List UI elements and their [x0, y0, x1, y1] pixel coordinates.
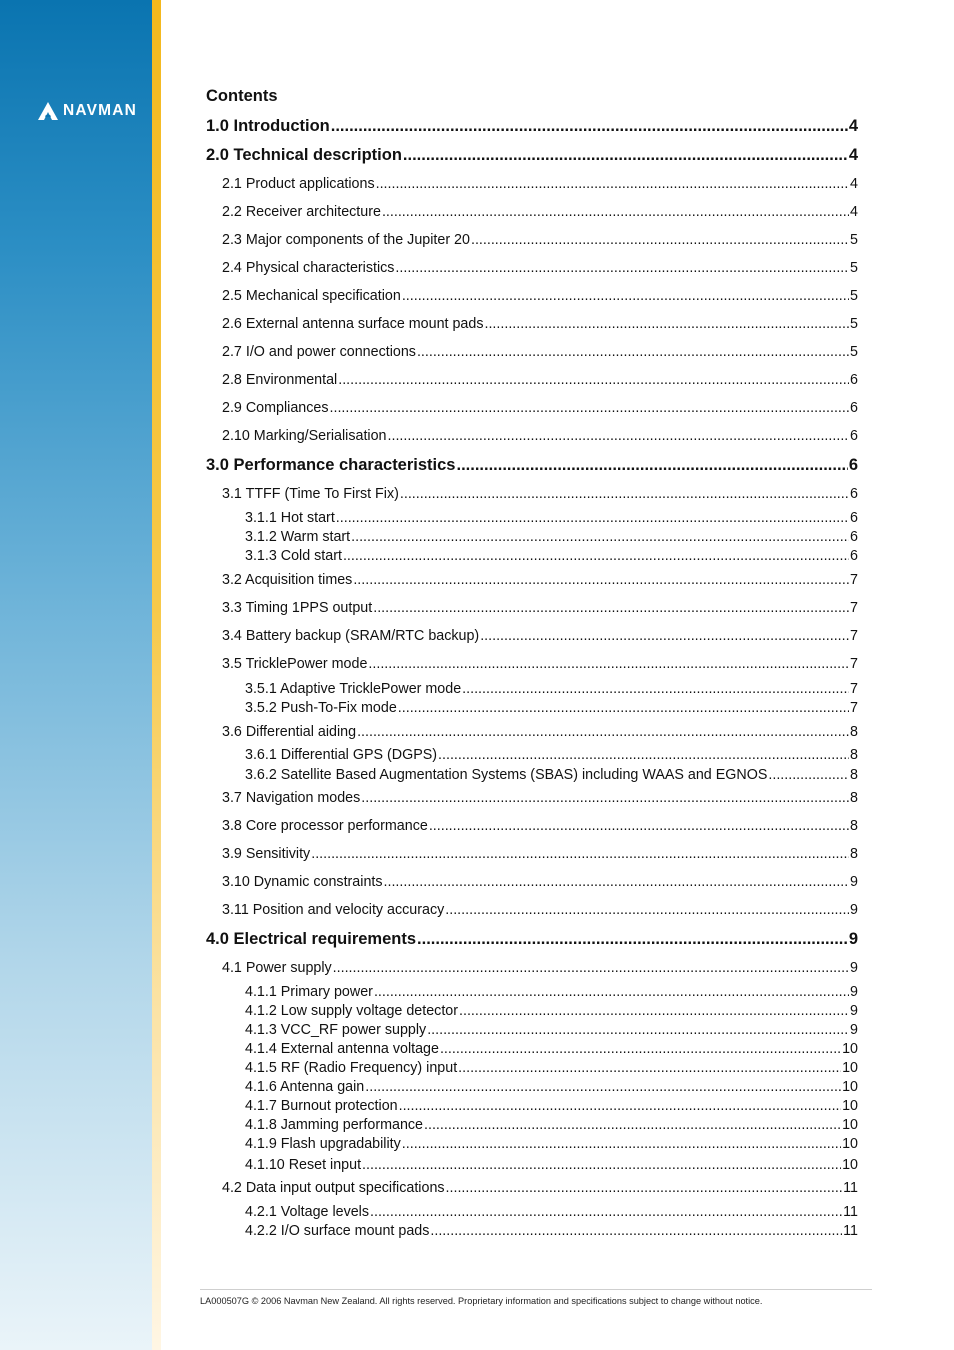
toc-entry[interactable] — [245, 747, 858, 763]
dot-leader — [402, 288, 849, 304]
toc-entry-label: 3.6 Differential aiding — [222, 724, 357, 740]
toc-entry-page: 6 — [850, 548, 858, 564]
dot-leader — [458, 1060, 841, 1076]
toc-entry-label: 4.1.7 Burnout protection — [245, 1098, 398, 1114]
toc-entry-label: 4.0 Electrical requirements — [206, 930, 417, 948]
toc-entry-label: 4.1.2 Low supply voltage detector — [245, 1003, 459, 1019]
toc-entry[interactable] — [245, 767, 858, 783]
toc-entry-page: 10 — [842, 1157, 858, 1173]
toc-entry-label: 4.1.10 Reset input — [245, 1157, 362, 1173]
toc-entry[interactable] — [245, 529, 858, 545]
toc-entry[interactable] — [222, 288, 858, 304]
dot-leader — [424, 1117, 841, 1133]
toc-entry-label: 3.5.1 Adaptive TricklePower mode — [245, 681, 462, 697]
toc-entry[interactable] — [222, 656, 858, 672]
toc-entry-label: 3.1.2 Warm start — [245, 529, 351, 545]
toc-entry-label: 3.5 TricklePower mode — [222, 656, 368, 672]
toc-entry-page: 9 — [850, 1003, 858, 1019]
dot-leader — [365, 1079, 841, 1095]
toc-entry-page: 7 — [850, 572, 858, 588]
toc-entry-label: 3.3 Timing 1PPS output — [222, 600, 373, 616]
toc-entry-label: 2.9 Compliances — [222, 400, 329, 416]
dot-leader — [462, 681, 849, 697]
toc-entry-page: 9 — [850, 902, 858, 918]
dot-leader — [357, 724, 849, 740]
toc-entry-label: 2.2 Receiver architecture — [222, 204, 381, 220]
toc-entry[interactable] — [206, 117, 858, 136]
toc-entry-page: 10 — [842, 1041, 858, 1057]
dot-leader — [336, 510, 849, 526]
toc-entry-label: 2.10 Marking/Serialisation — [222, 428, 387, 444]
toc-entry-label: 4.1 Power supply — [222, 960, 332, 976]
toc-entry-page: 8 — [850, 724, 858, 740]
toc-entry-label: 4.1.4 External antenna voltage — [245, 1041, 439, 1057]
toc-entry-page: 6 — [850, 510, 858, 526]
dot-leader — [343, 548, 849, 564]
dot-leader — [480, 628, 849, 644]
toc-entry-label: 4.1.3 VCC_RF power supply — [245, 1022, 427, 1038]
toc-entry-page: 4 — [848, 117, 858, 135]
toc-entry-page: 4 — [848, 146, 858, 164]
toc-entry[interactable] — [206, 930, 858, 949]
dot-leader — [370, 1204, 842, 1220]
toc-entry-label: 2.8 Environmental — [222, 372, 338, 388]
dot-leader — [368, 656, 849, 672]
toc-entry[interactable] — [222, 960, 858, 976]
dot-leader — [333, 960, 849, 976]
toc-entry-page: 6 — [850, 486, 858, 502]
toc-entry-page: 8 — [850, 818, 858, 834]
toc-entry-page: 8 — [850, 747, 858, 763]
toc-entry-label: 3.6.1 Differential GPS (DGPS) — [245, 747, 438, 763]
toc-entry[interactable] — [222, 204, 858, 220]
toc-entry-label: 3.2 Acquisition times — [222, 572, 353, 588]
dot-leader — [768, 767, 849, 783]
toc-entry-page: 8 — [850, 767, 858, 783]
toc-entry[interactable] — [222, 600, 858, 616]
toc-entry-label: 2.5 Mechanical specification — [222, 288, 401, 304]
toc-entry[interactable] — [222, 372, 858, 388]
toc-entry[interactable] — [222, 1180, 858, 1196]
toc-entry-page: 5 — [850, 316, 858, 332]
dot-leader — [388, 428, 850, 444]
toc-entry[interactable] — [245, 548, 858, 564]
toc-entry-page: 9 — [850, 1022, 858, 1038]
toc-entry-page: 7 — [850, 700, 858, 716]
toc-entry-page: 8 — [850, 790, 858, 806]
toc-entry-label: 2.1 Product applications — [222, 176, 375, 192]
toc-entry-page: 5 — [850, 288, 858, 304]
toc-entry[interactable] — [245, 700, 858, 716]
dot-leader — [438, 747, 849, 763]
dot-leader — [456, 456, 847, 475]
toc-entry-label: 4.1.5 RF (Radio Frequency) input — [245, 1060, 458, 1076]
toc-entry[interactable] — [222, 874, 858, 890]
toc-entry-page: 11 — [843, 1223, 858, 1239]
dot-leader — [338, 372, 849, 388]
toc-entry-label: 3.4 Battery backup (SRAM/RTC backup) — [222, 628, 480, 644]
toc-entry-label: 4.1.9 Flash upgradability — [245, 1136, 401, 1152]
logo-text: NAVMAN — [63, 102, 138, 119]
toc-entry-label: 3.0 Performance characteristics — [206, 456, 456, 474]
toc-entry-page: 7 — [850, 656, 858, 672]
toc-entry-label: 3.10 Dynamic constraints — [222, 874, 383, 890]
toc-entry-label: 1.0 Introduction — [206, 117, 330, 135]
toc-entry-page: 7 — [850, 628, 858, 644]
toc-entry[interactable] — [222, 486, 858, 502]
toc-entry-label: 4.2.1 Voltage levels — [245, 1204, 369, 1220]
footer-divider — [200, 1289, 872, 1290]
toc-entry-label: 4.1.1 Primary power — [245, 984, 373, 1000]
dot-leader — [471, 232, 849, 248]
toc-entry-page: 7 — [850, 681, 858, 697]
toc-entry[interactable] — [222, 902, 858, 918]
toc-entry-label: 4.2.2 I/O surface mount pads — [245, 1223, 430, 1239]
toc-entry[interactable] — [222, 232, 858, 248]
toc-entry[interactable] — [245, 1098, 858, 1114]
toc-entry-page: 6 — [850, 529, 858, 545]
toc-entry-page: 9 — [850, 984, 858, 1000]
dot-leader — [398, 700, 849, 716]
toc-entry-page: 11 — [843, 1180, 858, 1196]
toc-entry-page: 5 — [850, 344, 858, 360]
dot-leader — [384, 874, 850, 890]
dot-leader — [362, 1157, 841, 1173]
toc-entry-label: 2.6 External antenna surface mount pads — [222, 316, 484, 332]
toc-entry-label: 3.1 TTFF (Time To First Fix) — [222, 486, 399, 502]
dot-leader — [376, 176, 849, 192]
toc-entry[interactable] — [245, 1117, 858, 1133]
toc-entry[interactable] — [222, 818, 858, 834]
toc-entry[interactable] — [245, 1157, 858, 1173]
toc-entry[interactable] — [222, 790, 858, 806]
toc-entry-label: 3.6.2 Satellite Based Augmentation Systems (SBAS) including WAAS and EGNOS — [245, 767, 768, 783]
toc-entry-page: 10 — [842, 1098, 858, 1114]
toc-entry-page: 5 — [850, 260, 858, 276]
toc-entry-page: 4 — [850, 204, 858, 220]
toc-entry[interactable] — [222, 344, 858, 360]
dot-leader — [440, 1041, 841, 1057]
dot-leader — [382, 204, 849, 220]
dot-leader — [402, 1136, 841, 1152]
toc-entry-page: 6 — [850, 428, 858, 444]
toc-entry-page: 8 — [850, 846, 858, 862]
toc-entry[interactable] — [245, 681, 858, 697]
toc-entry[interactable] — [222, 724, 858, 740]
toc-entry-label: 4.1.8 Jamming performance — [245, 1117, 423, 1133]
dot-leader — [311, 846, 849, 862]
toc-entry[interactable] — [206, 146, 858, 165]
toc-entry-label: 2.7 I/O and power connections — [222, 344, 416, 360]
toc-entry[interactable] — [222, 846, 858, 862]
dot-leader — [351, 529, 849, 545]
toc-entry[interactable] — [245, 1223, 858, 1239]
toc-entry-page: 10 — [842, 1079, 858, 1095]
toc-entry-page: 6 — [850, 400, 858, 416]
toc-entry-label: 3.9 Sensitivity — [222, 846, 311, 862]
dot-leader — [446, 1180, 843, 1196]
dot-leader — [427, 1022, 849, 1038]
toc-entry-page: 10 — [842, 1136, 858, 1152]
toc-entry-page: 10 — [842, 1060, 858, 1076]
toc-entry[interactable] — [245, 1041, 858, 1057]
toc-entry[interactable] — [245, 1079, 858, 1095]
toc-entry-label: 4.2 Data input output specifications — [222, 1180, 445, 1196]
dot-leader — [417, 930, 848, 949]
toc-entry[interactable] — [222, 400, 858, 416]
toc-entry-label: 3.8 Core processor performance — [222, 818, 428, 834]
toc-entry-page: 7 — [850, 600, 858, 616]
toc-entry-label: 4.1.6 Antenna gain — [245, 1079, 365, 1095]
toc-entry-page: 9 — [850, 960, 858, 976]
contents-title: Contents — [206, 87, 278, 105]
toc-entry-label: 3.5.2 Push-To-Fix mode — [245, 700, 397, 716]
toc-entry-page: 5 — [850, 232, 858, 248]
dot-leader — [361, 790, 849, 806]
dot-leader — [430, 1223, 842, 1239]
toc-entry[interactable] — [222, 628, 858, 644]
toc-entry[interactable] — [222, 260, 858, 276]
dot-leader — [330, 400, 850, 416]
dot-leader — [374, 984, 849, 1000]
dot-leader — [429, 818, 849, 834]
dot-leader — [445, 902, 849, 918]
toc-entry-page: 11 — [843, 1204, 858, 1220]
toc-entry[interactable] — [245, 984, 858, 1000]
toc-entry[interactable] — [245, 1022, 858, 1038]
toc-entry[interactable] — [245, 1136, 858, 1152]
dot-leader — [353, 572, 849, 588]
toc-entry-label: 2.0 Technical description — [206, 146, 402, 164]
toc-entry[interactable] — [245, 1060, 858, 1076]
toc-entry-page: 9 — [848, 930, 858, 948]
toc-entry[interactable] — [245, 1204, 858, 1220]
toc-entry-page: 6 — [848, 456, 858, 474]
dot-leader — [400, 486, 849, 502]
toc-entry[interactable] — [245, 1003, 858, 1019]
dot-leader — [373, 600, 849, 616]
toc-entry-label: 3.1.1 Hot start — [245, 510, 335, 526]
toc-entry-label: 2.3 Major components of the Jupiter 20 — [222, 232, 470, 248]
dot-leader — [331, 117, 848, 136]
toc-entry-label: 2.4 Physical characteristics — [222, 260, 395, 276]
toc-entry[interactable] — [222, 316, 858, 332]
toc-entry-page: 6 — [850, 372, 858, 388]
dot-leader — [417, 344, 849, 360]
toc-entry-label: 3.11 Position and velocity accuracy — [222, 902, 445, 918]
toc-entry-label: 3.7 Navigation modes — [222, 790, 361, 806]
dot-leader — [459, 1003, 849, 1019]
dot-leader — [399, 1098, 841, 1114]
toc-entry[interactable] — [222, 572, 858, 588]
toc-entry[interactable] — [245, 510, 858, 526]
toc-entry[interactable] — [222, 428, 858, 444]
dot-leader — [395, 260, 849, 276]
dot-leader — [403, 146, 848, 165]
toc-entry[interactable] — [206, 456, 858, 475]
dot-leader — [484, 316, 849, 332]
toc-entry-page: 10 — [842, 1117, 858, 1133]
footer-copyright: LA000507G © 2006 Navman New Zealand. All rights reserved. Proprietary information and specifications subject to change without notice. — [200, 1296, 763, 1306]
toc-entry-page: 4 — [850, 176, 858, 192]
toc-entry-label: 3.1.3 Cold start — [245, 548, 342, 564]
toc-entry-page: 9 — [850, 874, 858, 890]
toc-entry[interactable] — [222, 176, 858, 192]
